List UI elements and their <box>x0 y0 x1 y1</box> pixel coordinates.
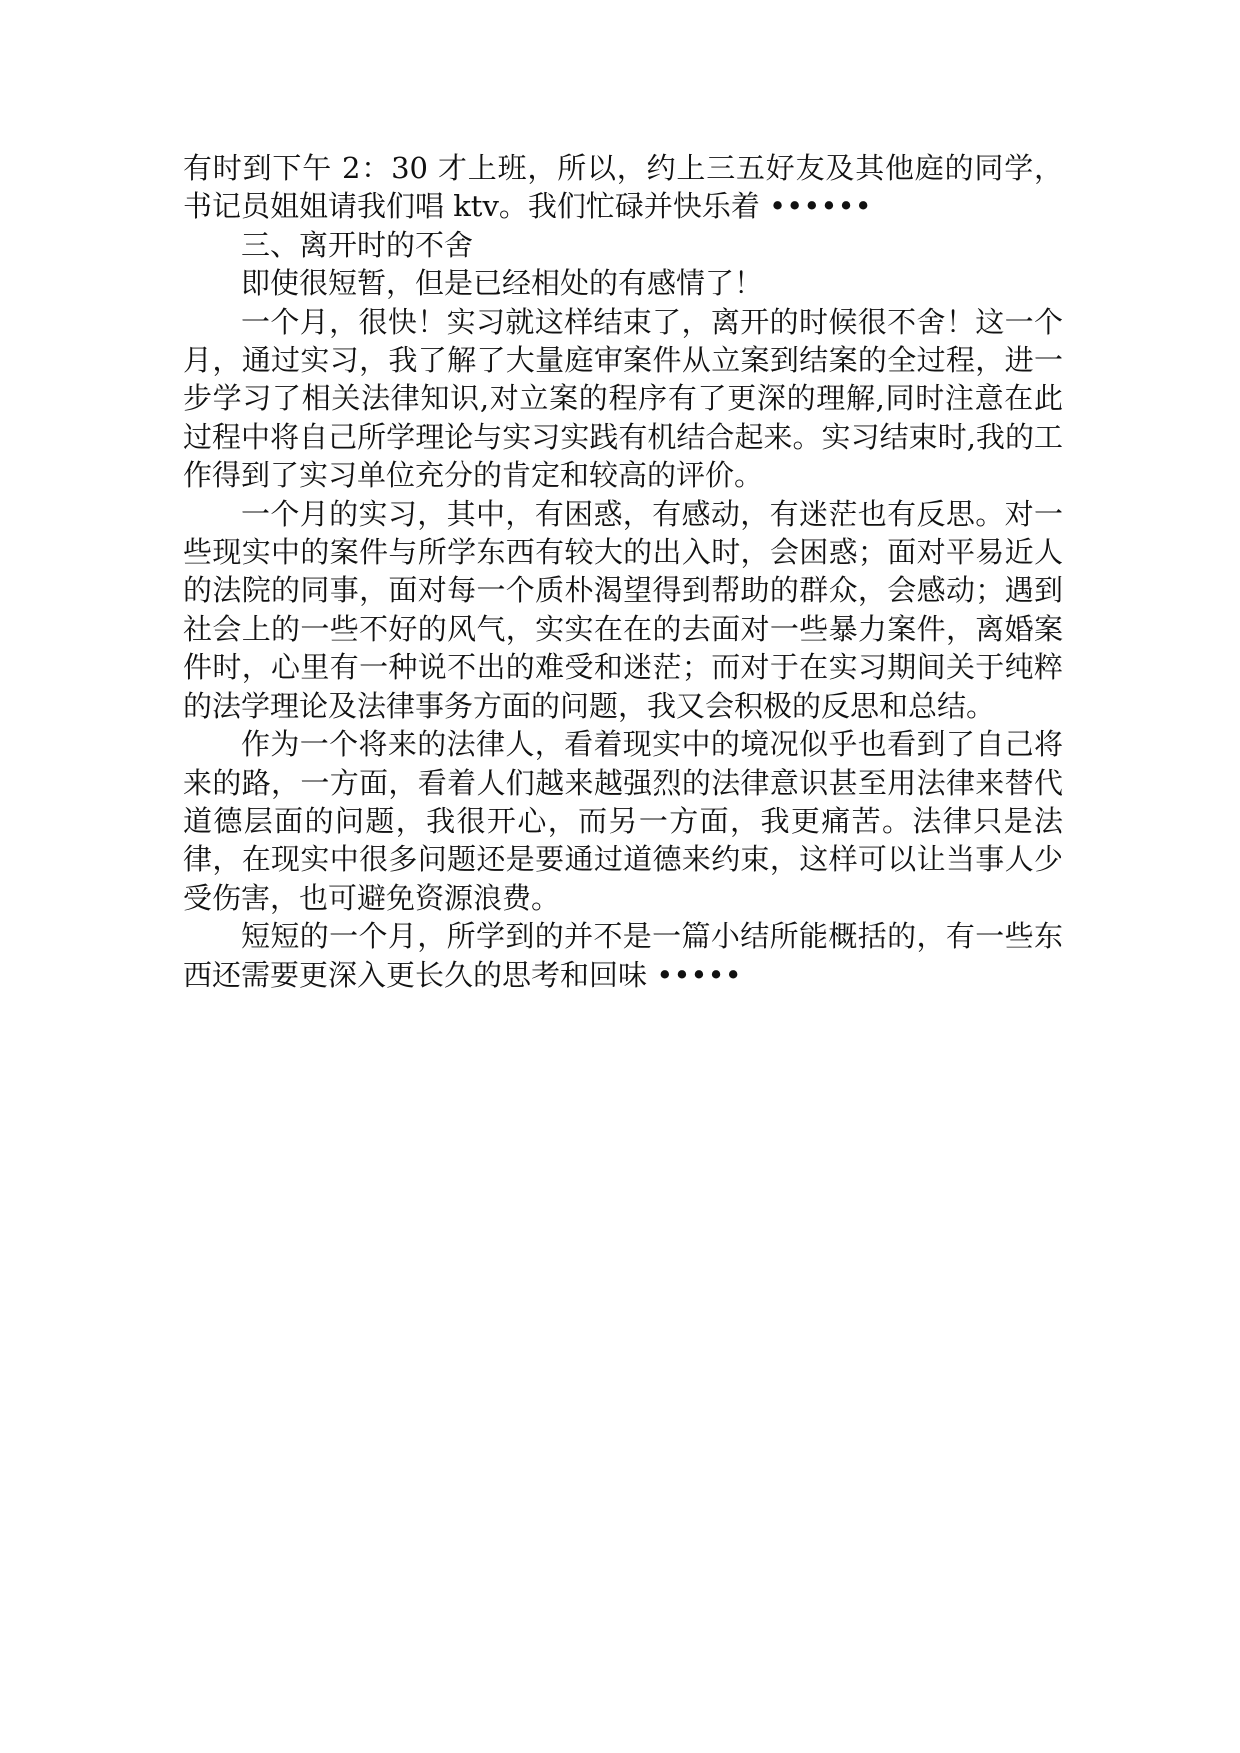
paragraph: 一个月，很快！实习就这样结束了，离开的时候很不舍！这一个月，通过实习，我了解了大量庭审案件从立案到结案的全过程，进一步学习了相关法律知识,对立案的程序有了更深的理解,同时注意在此过程中将自己所学理论与实习实践有机结合起来。实习结束时,我的工作得到了实习单位充分的肯定和较高的评价。 <box>183 304 1063 493</box>
document-body <box>183 149 1063 994</box>
paragraph: 即使很短暂，但是已经相处的有感情了！ <box>241 266 764 301</box>
paragraph: 短短的一个月，所学到的并不是一篇小结所能概括的，有一些东西还需要更深入更长久的思考和回味 ••••• <box>183 919 1063 992</box>
paragraph: 作为一个将来的法律人，看着现实中的境况似乎也看到了自己将来的路，一方面，看着人们越来越强烈的法律意识甚至用法律来替代道德层面的问题，我很开心，而另一方面，我更痛苦。法律只是法律，在现实中很多问题还是要通过道德来约束，这样可以让当事人少受伤害，也可避免资源浪费。 <box>183 727 1063 915</box>
section-heading: 三、离开时的不舍 <box>241 227 474 262</box>
paragraph: 一个月的实习，其中，有困惑，有感动，有迷茫也有反思。对一些现实中的案件与所学东西有较大的出入时，会困惑；面对平易近人的法院的同事，面对每一个质朴渴望得到帮助的群众，会感动；遇到社会上的一些不好的风气，实实在在的去面对一些暴力案件，离婚案件时，心里有一种说不出的难受和迷茫；而对于在实习期间关于纯粹的法学理论及法律事务方面的问题，我又会积极的反思和总结。 <box>183 496 1063 723</box>
paragraph-continuation: 有时到下午 2：30 才上班，所以，约上三五好友及其他庭的同学，书记员姐姐请我们唱 ktv。我们忙碌并快乐着 •••••• <box>183 151 1063 224</box>
